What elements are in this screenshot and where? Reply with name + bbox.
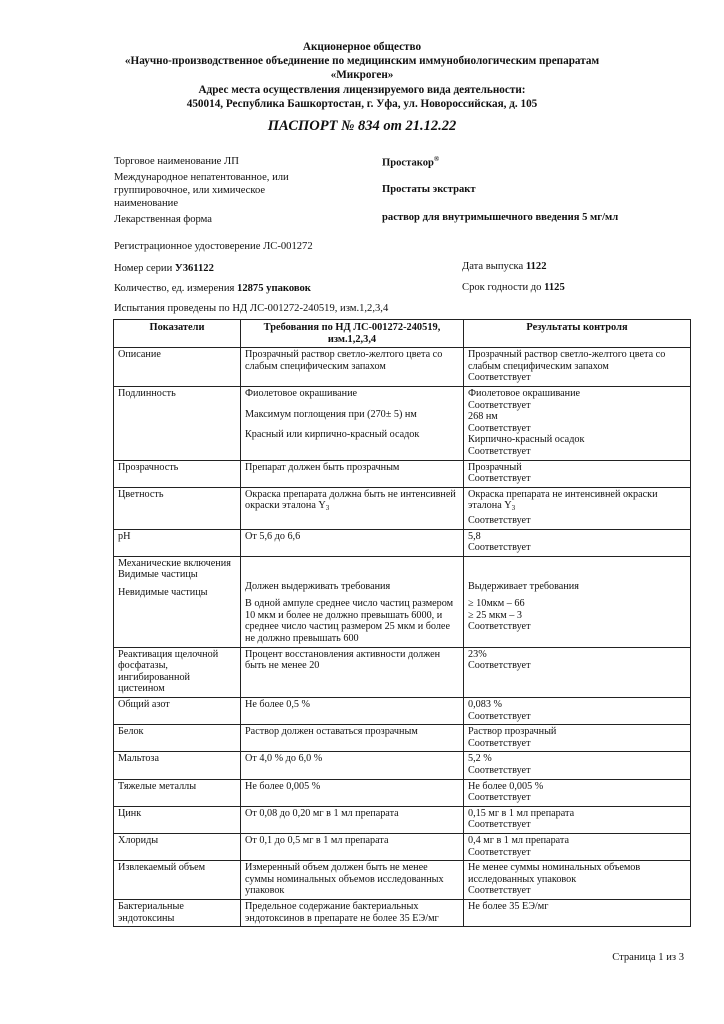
inn-label-line3: наименование — [114, 198, 179, 209]
table-header-row — [114, 320, 691, 348]
result-text: Прозрачный — [468, 461, 522, 473]
indicator-cell: Хлориды — [114, 833, 241, 860]
result-cell — [464, 779, 691, 806]
indicator-cell: Реактивация щелочной фосфатазы, ингибированной цистеином — [114, 647, 241, 697]
result-cell — [464, 529, 691, 556]
result-cell — [464, 725, 691, 752]
result-verdict: Соответствует — [468, 846, 531, 858]
result-verdict: Соответствует — [468, 399, 531, 411]
result-cell — [464, 460, 691, 487]
result-cell — [464, 833, 691, 860]
product-info — [0, 0, 724, 320]
table-row — [114, 460, 691, 487]
trade-name-value: Простакор® — [382, 155, 440, 169]
result-verdict: Соответствует — [468, 542, 531, 554]
indicator-cell: Цинк — [114, 806, 241, 833]
result-text: 0,15 мг в 1 мл препарата — [468, 807, 575, 819]
result-text: 5,8 — [468, 530, 481, 542]
expiry-date: Срок годности до 1125 — [462, 282, 565, 293]
table-row — [114, 647, 691, 697]
table-row — [114, 752, 691, 779]
tests-basis: Испытания проведены по НД ЛС-001272-240519, изм.1,2,3,4 — [114, 303, 389, 314]
requirement-cell: Процент восстановления активности должен быть не менее 20 — [241, 647, 464, 697]
release-date: Дата выпуска 1122 — [462, 261, 547, 272]
result-cell — [464, 487, 691, 529]
requirement-cell: Препарат должен быть прозрачным — [241, 460, 464, 487]
passport-title: ПАСПОРТ № 834 от 21.12.22 — [267, 118, 457, 134]
requirement-cell — [241, 386, 464, 460]
indicator-text: Механические включения — [118, 557, 231, 569]
requirement-cell: От 0,1 до 0,5 мг в 1 мл препарата — [241, 833, 464, 860]
requirement-cell — [241, 556, 464, 647]
table-row — [114, 487, 691, 529]
table-row — [114, 833, 691, 860]
inn-label-line2: группировочное, или химическое — [114, 185, 266, 196]
table-row — [114, 386, 691, 460]
result-cell — [464, 556, 691, 647]
indicator-cell: Прозрачность — [114, 460, 241, 487]
table-row — [114, 806, 691, 833]
address-caption: Адрес места осуществления лицензируемого вида деятельности: — [198, 83, 526, 96]
result-verdict: Соответствует — [468, 621, 531, 633]
result-verdict: Соответствует — [468, 473, 531, 485]
quantity: Количество, ед. измерения 12875 упаковок — [114, 283, 311, 294]
registered-mark: ® — [433, 155, 440, 163]
indicator-text: Видимые частицы — [118, 569, 198, 581]
trade-name-label: Торговое наименование ЛП — [114, 156, 239, 167]
requirement-cell: От 5,6 до 6,6 — [241, 529, 464, 556]
indicator-cell: Цветность — [114, 487, 241, 529]
result-text: 23% — [468, 648, 487, 660]
result-cell — [464, 386, 691, 460]
result-text: Не менее суммы номинальных объемов исследованных упаковок — [468, 862, 641, 885]
indicator-cell: pH — [114, 529, 241, 556]
indicator-cell: Тяжелые металлы — [114, 779, 241, 806]
requirement-text: Максимум поглощения при (270± 5) нм — [245, 408, 417, 420]
requirement-cell: Измеренный объем должен быть не менее суммы номинальных объемов исследованных упаковок — [241, 861, 464, 900]
company-short-name: «Микроген» — [330, 69, 394, 82]
registration-certificate: Регистрационное удостоверение ЛС-001272 — [114, 241, 313, 252]
result-text: ≥ 10мкм – 66 — [468, 598, 525, 610]
column-header-indicator: Показатели — [114, 320, 241, 348]
requirement-cell: Раствор должен оставаться прозрачным — [241, 725, 464, 752]
result-cell — [464, 861, 691, 900]
requirement-cell: Предельное содержание бактериальных эндотоксинов в препарате не более 35 ЕЭ/мг — [241, 899, 464, 926]
table-row — [114, 348, 691, 387]
inn-label-line1: Международное непатентованное, или — [114, 172, 289, 183]
result-text: Раствор прозрачный — [468, 726, 557, 738]
table-row — [114, 556, 691, 647]
result-cell — [464, 348, 691, 387]
requirement-cell: Не более 0,005 % — [241, 779, 464, 806]
indicator-cell: Белок — [114, 725, 241, 752]
indicator-cell: Подлинность — [114, 386, 241, 460]
table-row — [114, 779, 691, 806]
dosage-form-value: раствор для внутримышечного введения 5 мг/мл — [382, 212, 619, 223]
indicator-cell: Общий азот — [114, 698, 241, 725]
table-row — [114, 725, 691, 752]
result-text: 5,2 % — [468, 753, 492, 765]
test-results-table — [113, 319, 691, 927]
result-text: 0,4 мг в 1 мл препарата — [468, 834, 570, 846]
result-verdict: Соответствует — [468, 792, 531, 804]
result-verdict: Соответствует — [468, 737, 531, 749]
result-verdict: Соответствует — [468, 765, 531, 776]
requirement-cell: От 4,0 % до 6,0 % — [241, 752, 464, 779]
result-verdict: Соответствует — [468, 445, 531, 457]
requirement-text: Красный или кирпично-красный осадок — [245, 429, 420, 441]
result-text: Прозрачный раствор светло-желтого цвета со слабым специфическим запахом — [468, 349, 666, 372]
result-verdict: Соответствует — [468, 514, 531, 526]
result-text: ≥ 25 мкм – 3 — [468, 609, 522, 621]
indicator-text: Невидимые частицы — [118, 586, 208, 598]
result-verdict: Соответствует — [468, 819, 531, 831]
table-row — [114, 899, 691, 926]
result-text: Не более 35 ЕЭ/мг — [468, 900, 549, 912]
column-header-results: Результаты контроля — [464, 320, 691, 348]
result-cell — [464, 647, 691, 697]
result-verdict: Соответствует — [468, 372, 531, 384]
indicator-cell: Мальтоза — [114, 752, 241, 779]
inn-value: Простаты экстракт — [382, 184, 476, 195]
result-text: 0,083 % — [468, 699, 502, 711]
result-cell — [464, 752, 691, 779]
page-counter: Страница 1 из 3 — [612, 952, 684, 963]
column-header-requirements: Требования по НД ЛС-001272-240519, изм.1,2,3,4 — [241, 320, 464, 348]
requirement-cell: Окраска препарата должна быть не интенсивней окраски эталона $Y_3$ — [241, 487, 464, 529]
table-row — [114, 529, 691, 556]
result-verdict: Соответствует — [468, 660, 531, 672]
result-verdict: Соответствует — [468, 885, 531, 897]
indicator-cell: Бактериальные эндотоксины — [114, 899, 241, 926]
address: 450014, Республика Башкортостан, г. Уфа, ул. Новороссийская, д. 105 — [186, 97, 538, 110]
table-row — [114, 861, 691, 900]
dosage-form-label: Лекарственная форма — [114, 214, 212, 225]
result-cell — [464, 806, 691, 833]
company-type: Акционерное общество — [302, 41, 422, 53]
requirement-cell: Не более 0,5 % — [241, 698, 464, 725]
indicator-cell — [114, 556, 241, 647]
series-number: Номер серии У361122 — [114, 263, 214, 274]
result-text: Фиолетовое окрашивание — [468, 387, 581, 399]
table-row — [114, 698, 691, 725]
result-cell — [464, 899, 691, 926]
requirement-cell: От 0,08 до 0,20 мг в 1 мл препарата — [241, 806, 464, 833]
indicator-cell: Описание — [114, 348, 241, 387]
result-text: Не более 0,005 % — [468, 780, 544, 792]
requirement-text: Фиолетовое окрашивание — [245, 387, 358, 399]
result-text: Окраска препарата не интенсивней окраски эталона $Y_3$ — [468, 488, 658, 513]
requirement-text: Должен выдерживать требования — [245, 580, 391, 592]
result-verdict: Соответствует — [468, 422, 531, 434]
result-text: Кирпично-красный осадок — [468, 434, 585, 446]
indicator-cell: Извлекаемый объем — [114, 861, 241, 900]
requirement-text: В одной ампуле среднее число частиц размером 10 мкм и более не должно превышать 6000, и среднее число частиц размером 25 мкм и более не должно превышать 600 — [245, 598, 454, 645]
result-cell — [464, 698, 691, 725]
result-text: Выдерживает требования — [468, 580, 579, 592]
result-text: 268 нм — [468, 411, 498, 423]
requirement-cell: Прозрачный раствор светло-желтого цвета со слабым специфическим запахом — [241, 348, 464, 387]
result-verdict: Соответствует — [468, 710, 531, 722]
company-name: «Научно-производственное объединение по медицинским иммунобиологическим препаратам — [124, 55, 600, 68]
